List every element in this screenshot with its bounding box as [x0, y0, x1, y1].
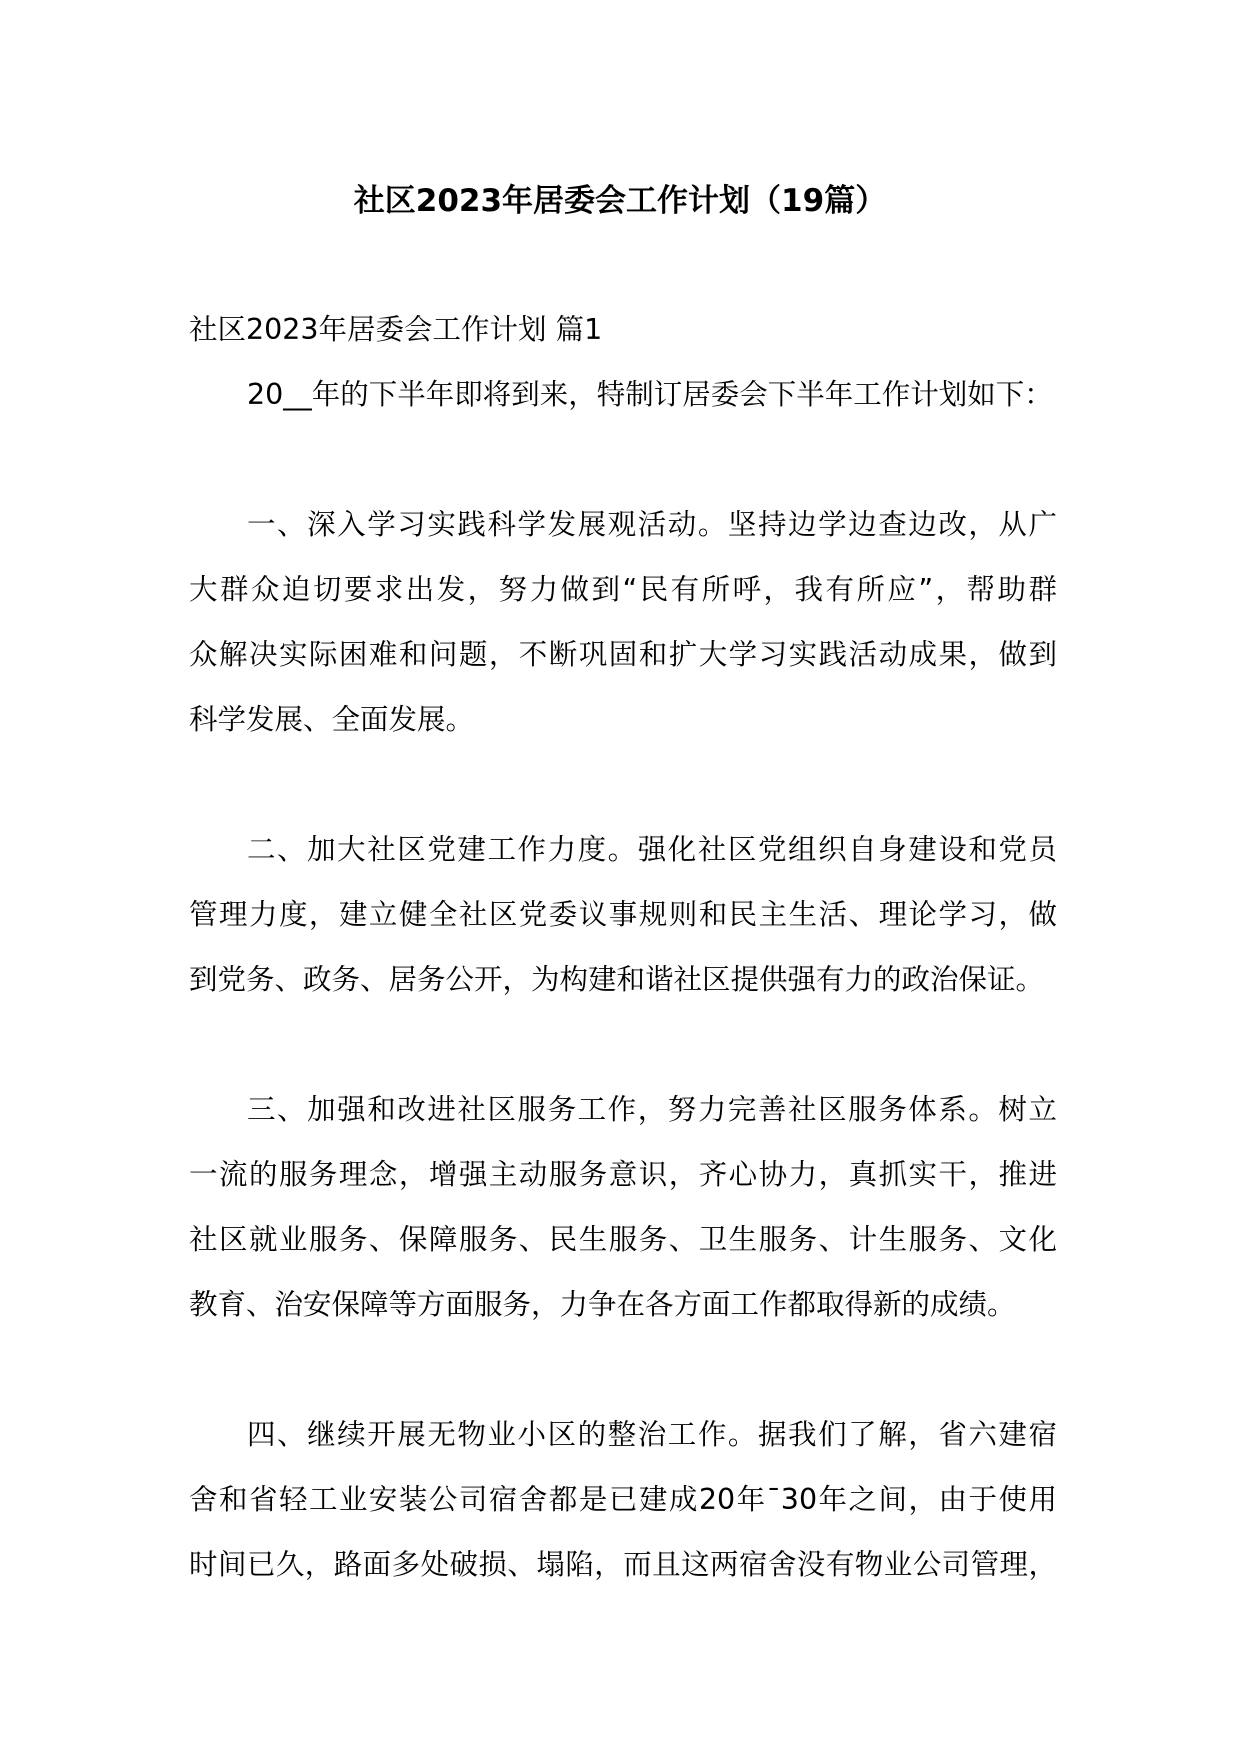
text-line: 到党务、政务、居务公开，为构建和谐社区提供强有力的政治保证。: [189, 963, 1045, 996]
section-heading: 社区2023年居委会工作计划 篇1: [189, 313, 603, 346]
document-body: [189, 297, 1057, 1597]
text-line: 时间已久，路面多处破损、塌陷，而且这两宿舍没有物业公司管理，: [189, 1548, 1057, 1581]
text-line: 舍和省轻工业安装公司宿舍都是已建成20年¯30年之间，由于使用: [189, 1483, 1057, 1516]
paragraph: [189, 1077, 1057, 1337]
paragraph: [189, 817, 1057, 1012]
document-title: 社区2023年居委会工作计划（19篇）: [353, 183, 887, 219]
paragraph: [189, 1402, 1057, 1597]
text-line: 社区就业服务、保障服务、民生服务、卫生服务、计生服务、文化: [189, 1223, 1057, 1256]
paragraph: [189, 492, 1057, 752]
text-line: 一流的服务理念，增强主动服务意识，齐心协力，真抓实干，推进: [189, 1158, 1057, 1191]
text-line: 管理力度，建立健全社区党委议事规则和民主生活、理论学习，做: [189, 898, 1057, 931]
text-line: 二、加大社区党建工作力度。强化社区党组织自身建设和党员: [247, 833, 1057, 866]
text-line: 大群众迫切要求出发，努力做到“民有所呼，我有所应”，帮助群: [189, 573, 1057, 606]
text-line: 教育、治安保障等方面服务，力争在各方面工作都取得新的成绩。: [189, 1288, 1016, 1321]
text-line: 科学发展、全面发展。: [189, 703, 475, 736]
text-line: 一、深入学习实践科学发展观活动。坚持边学边查边改，从广: [247, 508, 1057, 541]
paragraph: [189, 362, 1057, 427]
text-line: 四、继续开展无物业小区的整治工作。据我们了解，省六建宿: [247, 1418, 1057, 1451]
text-line: 众解决实际困难和问题，不断巩固和扩大学习实践活动成果，做到: [189, 638, 1057, 671]
text-line: 三、加强和改进社区服务工作，努力完善社区服务体系。树立: [247, 1093, 1057, 1126]
text-line: 20__年的下半年即将到来，特制订居委会下半年工作计划如下：: [247, 378, 1053, 411]
